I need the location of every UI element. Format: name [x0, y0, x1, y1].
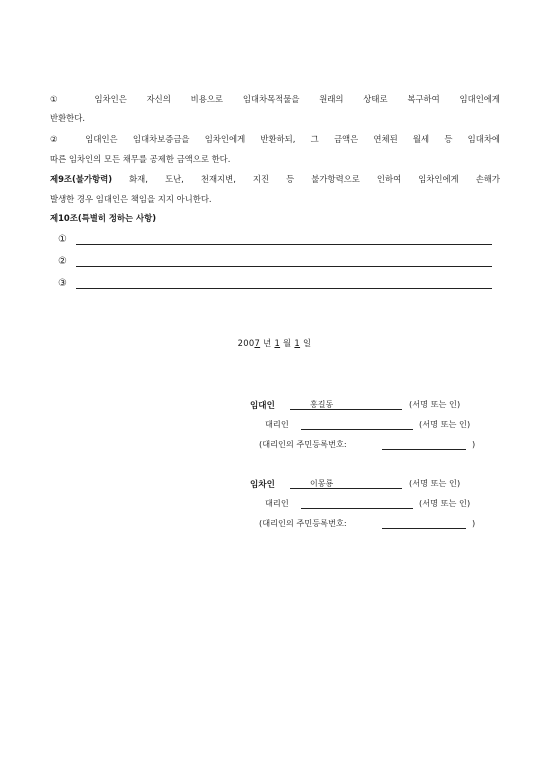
landlord-name-field[interactable]: 홍길동 [290, 399, 402, 410]
landlord-agent-id-close: ) [472, 439, 476, 449]
tenant-agent-id-field[interactable] [382, 518, 466, 529]
special-item-number: ① [58, 234, 67, 245]
landlord-agent-label: 대리인 [265, 419, 289, 429]
date-day-unit: 일 [300, 338, 312, 348]
landlord-agent-field[interactable] [301, 419, 413, 430]
tenant-agent-id-close: ) [472, 518, 476, 528]
tenant-agent-field[interactable] [301, 498, 413, 509]
clause-10-title: 제10조(특별히 정하는 사항) [50, 213, 157, 223]
tenant-name-field[interactable]: 이몽룡 [290, 478, 402, 489]
clause-9-line-1 [50, 173, 500, 185]
date-year-last-digit: 7 [254, 338, 261, 348]
clause-8-item-2-line-2: 따른 임차인의 모든 채무를 공제한 금액으로 한다. [50, 154, 231, 164]
tenant-agent-label: 대리인 [265, 498, 289, 508]
landlord-title: 임대인 [250, 401, 275, 411]
landlord-sign-note: (서명 또는 인) [409, 399, 461, 409]
clause-9-text: 화재, 도난, 천재지변, 지진 등 불가항력으로 인하여 임차인에게 손해가 [112, 174, 500, 184]
special-item-blank-line[interactable] [76, 236, 492, 245]
clause-8-item-1-line-1: ① 임차인은 자신의 비용으로 임대차목적물을 원래의 상태로 복구하여 임대인에게 [50, 94, 500, 104]
special-item-row[interactable] [58, 276, 492, 290]
date-year-unit: 년 [260, 338, 275, 348]
date-month: 1 [274, 338, 281, 348]
date-day: 1 [294, 338, 301, 348]
contract-date [0, 337, 549, 349]
clause-9-line-2: 발생한 경우 임대인은 책임을 지지 아니한다. [50, 194, 212, 204]
date-month-unit: 월 [280, 338, 295, 348]
clause-8-item-1-line-2: 반환한다. [50, 113, 86, 123]
special-item-number: ② [58, 256, 67, 267]
tenant-title: 임차인 [250, 480, 275, 490]
tenant-agent-id-label: (대리인의 주민등록번호: [259, 518, 347, 528]
landlord-agent-id-label: (대리인의 주민등록번호: [259, 439, 347, 449]
special-item-row[interactable] [58, 254, 492, 268]
landlord-agent-id-field[interactable] [382, 439, 466, 450]
special-item-number: ③ [58, 278, 67, 289]
clause-8-item-2-line-1: ② 임대인은 임대차보증금을 임차인에게 반환하되, 그 금액은 연체된 월세 등 임대차에 [50, 134, 500, 144]
special-item-blank-line[interactable] [76, 280, 492, 289]
date-year-prefix: 200 [237, 338, 255, 348]
tenant-agent-sign-note: (서명 또는 인) [419, 498, 471, 508]
landlord-agent-sign-note: (서명 또는 인) [419, 419, 471, 429]
special-item-row[interactable] [58, 232, 492, 246]
special-item-blank-line[interactable] [76, 258, 492, 267]
clause-9-title: 제9조(불가항력) [50, 174, 113, 184]
tenant-sign-note: (서명 또는 인) [409, 478, 461, 488]
